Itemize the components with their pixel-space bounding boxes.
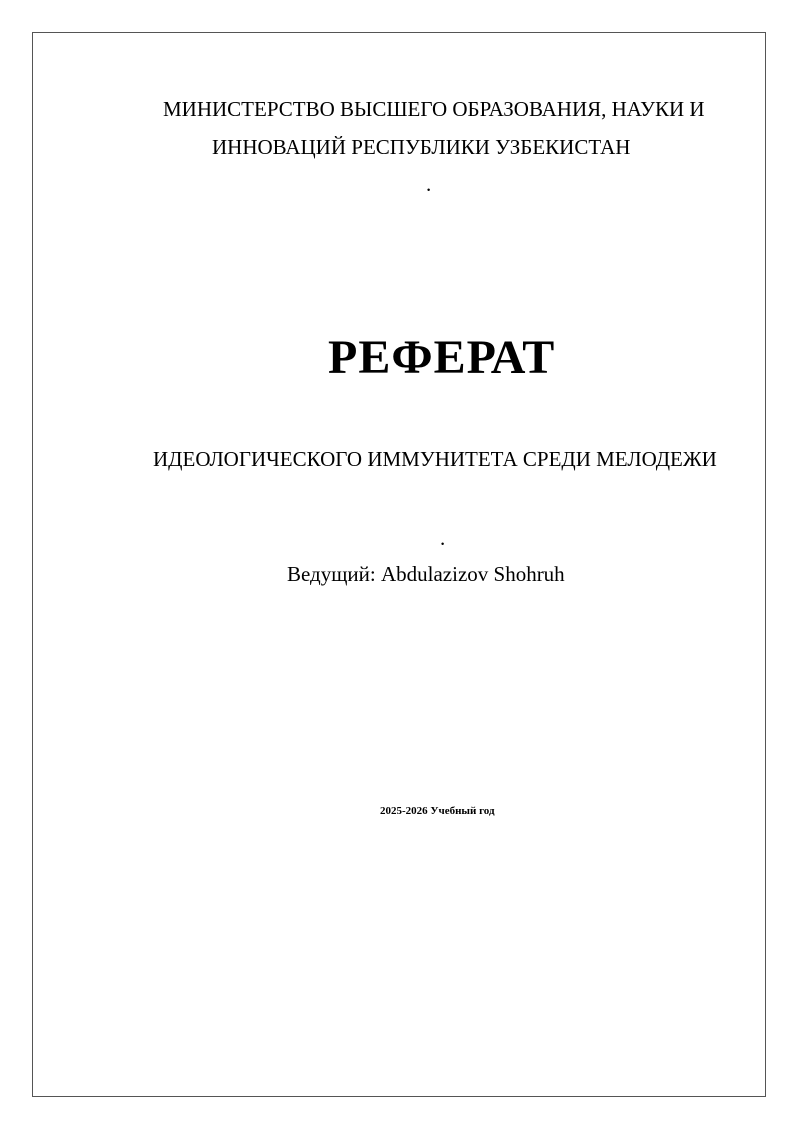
document-title: РЕФЕРАТ xyxy=(328,331,556,384)
ministry-line-1: МИНИСТЕРСТВО ВЫСШЕГО ОБРАЗОВАНИЯ, НАУКИ И xyxy=(163,97,705,121)
presenter-line: Ведущий: Abdulazizov Shohruh xyxy=(287,562,565,586)
separator-dot: . xyxy=(440,526,446,550)
ministry-line-2: ИННОВАЦИЙ РЕСПУБЛИКИ УЗБЕКИСТАН xyxy=(212,135,631,159)
document-topic: ИДЕОЛОГИЧЕСКОГО ИММУНИТЕТА СРЕДИ МЕЛОДЕЖИ xyxy=(153,447,717,471)
separator-dot: . xyxy=(426,172,432,196)
academic-year: 2025-2026 Учебный год xyxy=(380,805,495,817)
